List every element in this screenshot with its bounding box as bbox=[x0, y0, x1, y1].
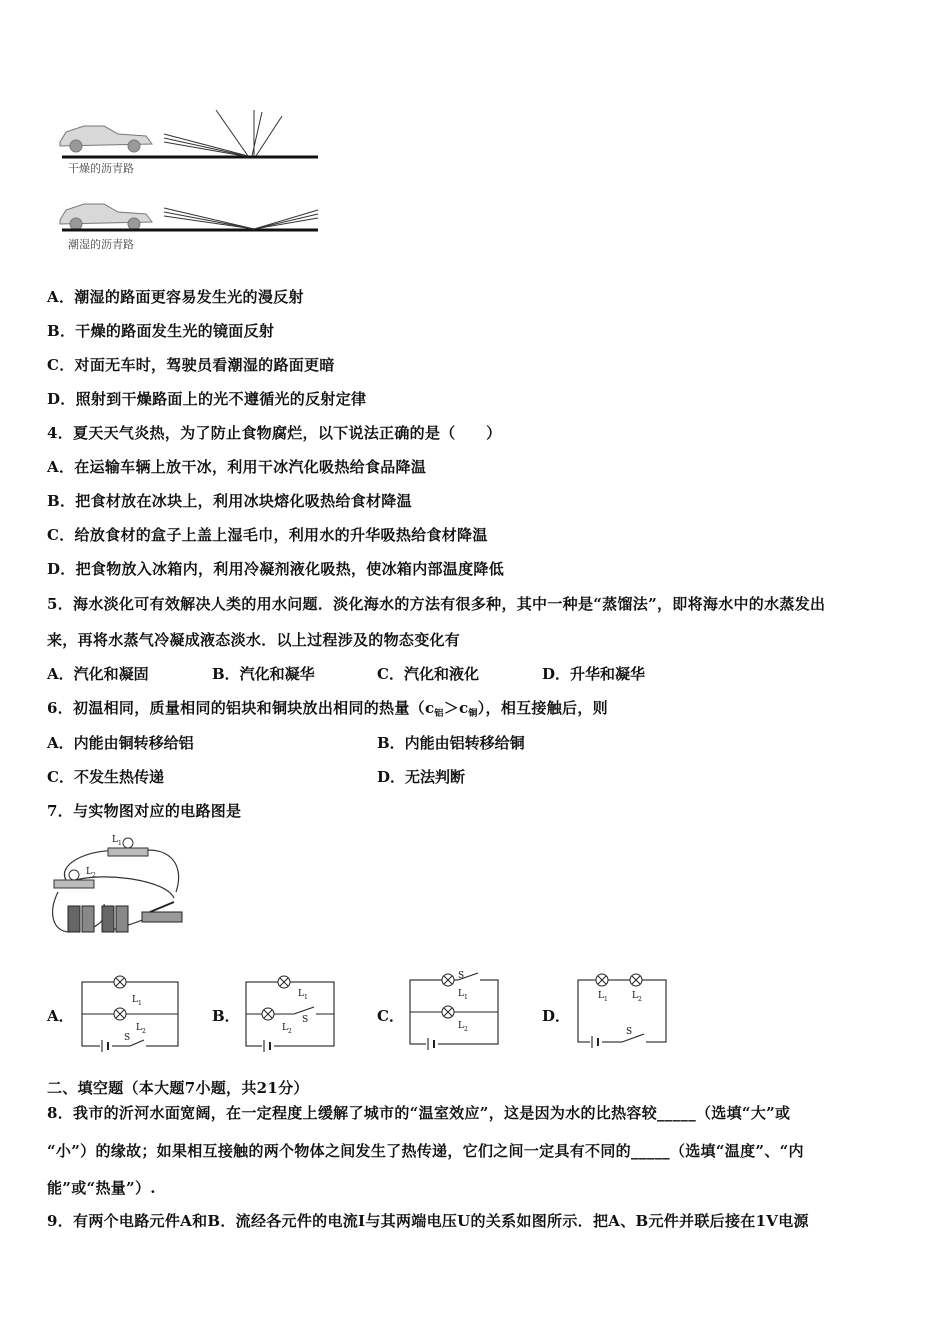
circuit-c-l2-label: L bbox=[458, 1021, 464, 1031]
circuit-diagram-a bbox=[80, 978, 180, 1050]
circuit-d-switch-label: S bbox=[626, 1027, 633, 1037]
q6-sub-aluminum: 铝 bbox=[434, 709, 444, 719]
circuit-a-l2-label: L bbox=[136, 1023, 142, 1033]
q6-stem-part1: 6．初温相同，质量相同的铝块和铜块放出相同的热量（c bbox=[47, 699, 435, 717]
q3-option-c: C．对面无车时，驾驶员看潮湿的路面更暗 bbox=[47, 356, 335, 374]
circuit-c-l1-label: L bbox=[458, 989, 464, 999]
circuit-b-l1-label: L bbox=[298, 989, 304, 999]
q4-option-a: A．在运输车辆上放干冰，利用干冰汽化吸热给食品降温 bbox=[47, 458, 427, 476]
q4-option-c: C．给放食材的盒子上盖上湿毛巾，利用水的升华吸热给食材降温 bbox=[47, 526, 488, 544]
q5-option-a: A．汽化和凝固 bbox=[47, 665, 149, 683]
q6-stem bbox=[47, 697, 608, 719]
circuit-diagram-b bbox=[244, 978, 336, 1050]
circuit-b-l1-sub: 1 bbox=[304, 994, 308, 1001]
circuit-a-switch-label: S bbox=[124, 1033, 131, 1043]
wet-road-figure bbox=[56, 196, 326, 236]
circuit-d-l2-sub: 2 bbox=[638, 996, 642, 1003]
q7-option-d-label: D． bbox=[542, 1007, 571, 1025]
q6-option-a: A．内能由铜转移给铝 bbox=[47, 734, 194, 752]
q6-option-b: B．内能由铝转移给铜 bbox=[377, 734, 525, 752]
physical-circuit-figure bbox=[46, 832, 196, 942]
dry-road-figure bbox=[56, 108, 326, 168]
circuit-a-l1-sub: 1 bbox=[138, 1000, 142, 1007]
circuit-a-l1-label: L bbox=[132, 995, 138, 1005]
q5-option-b: B．汽化和凝华 bbox=[212, 665, 315, 683]
battery-icon bbox=[68, 906, 128, 932]
svg-text:2: 2 bbox=[92, 872, 96, 879]
bulb-l1-holder bbox=[108, 835, 148, 856]
q6-stem-part3: ），相互接触后，则 bbox=[477, 699, 608, 717]
switch-icon bbox=[142, 902, 182, 922]
circuit-b-l2-label: L bbox=[282, 1023, 288, 1033]
circuit-diagram-c bbox=[408, 972, 500, 1048]
circuit-a-l2-sub: 2 bbox=[142, 1028, 146, 1035]
q6-option-d: D．无法判断 bbox=[377, 768, 466, 786]
car-icon bbox=[60, 126, 152, 152]
svg-text:L: L bbox=[86, 867, 92, 877]
q7-stem: 7．与实物图对应的电路图是 bbox=[47, 802, 242, 820]
circuit-c-switch-label: S bbox=[458, 971, 465, 981]
q6-option-c: C．不发生热传递 bbox=[47, 768, 164, 786]
circuit-diagram-d bbox=[576, 974, 668, 1046]
circuit-c-l2-sub: 2 bbox=[464, 1026, 468, 1033]
wet-road-caption: 潮湿的沥青路 bbox=[68, 238, 134, 251]
circuit-b-switch-label: S bbox=[302, 1015, 309, 1025]
q4-option-d: D．把食物放入冰箱内，利用冷凝剂液化吸热，使冰箱内部温度降低 bbox=[47, 560, 505, 578]
svg-text:1: 1 bbox=[118, 840, 122, 847]
q4-option-b: B．把食材放在冰块上，利用冰块熔化吸热给食材降温 bbox=[47, 492, 412, 510]
q3-option-d: D．照射到干燥路面上的光不遵循光的反射定律 bbox=[47, 390, 367, 408]
circuit-d-l2-label: L bbox=[632, 991, 638, 1001]
circuit-d-l1-sub: 1 bbox=[604, 996, 608, 1003]
q6-stem-part2: ＞c bbox=[443, 699, 469, 717]
dry-road-caption: 干燥的沥青路 bbox=[68, 162, 134, 175]
q8-line2: “小”）的缘故；如果相互接触的两个物体之间发生了热传递，它们之间一定具有不同的_____（选填“温度”、“内 bbox=[47, 1142, 804, 1160]
q5-stem-line1: 5．海水淡化可有效解决人类的用水问题．淡化海水的方法有很多种，其中一种是“蒸馏法”，即将海水中的水蒸发出 bbox=[47, 595, 826, 613]
q7-option-b-label: B． bbox=[212, 1007, 240, 1025]
car-icon bbox=[60, 204, 152, 230]
q7-option-c-label: C． bbox=[377, 1007, 404, 1025]
svg-text:L: L bbox=[112, 835, 118, 845]
q7-option-a-label: A． bbox=[47, 1007, 74, 1025]
circuit-c-l1-sub: 1 bbox=[464, 994, 468, 1001]
q5-option-d: D．升华和凝华 bbox=[542, 665, 646, 683]
circuit-b-l2-sub: 2 bbox=[288, 1028, 292, 1035]
q3-option-b: B．干燥的路面发生光的镜面反射 bbox=[47, 322, 275, 340]
q6-sub-copper: 铜 bbox=[468, 709, 478, 719]
section2-heading: 二、填空题（本大题7小题，共21分） bbox=[47, 1079, 309, 1097]
q5-stem-line2: 来，再将水蒸气冷凝成液态淡水．以上过程涉及的物态变化有 bbox=[47, 631, 461, 649]
q8-line3: 能”或“热量”）. bbox=[47, 1179, 156, 1197]
q5-option-c: C．汽化和液化 bbox=[377, 665, 479, 683]
q3-option-a: A．潮湿的路面更容易发生光的漫反射 bbox=[47, 288, 304, 306]
circuit-d-l1-label: L bbox=[598, 991, 604, 1001]
q8-line1: 8．我市的沂河水面宽阔，在一定程度上缓解了城市的“温室效应”，这是因为水的比热容较_____（选填“大”或 bbox=[47, 1104, 791, 1122]
q4-stem: 4．夏天天气炎热，为了防止食物腐烂，以下说法正确的是（ ） bbox=[47, 424, 502, 442]
q9-line1: 9．有两个电路元件A和B．流经各元件的电流I与其两端电压U的关系如图所示．把A、B元件并联后接在1V电源 bbox=[47, 1212, 809, 1230]
